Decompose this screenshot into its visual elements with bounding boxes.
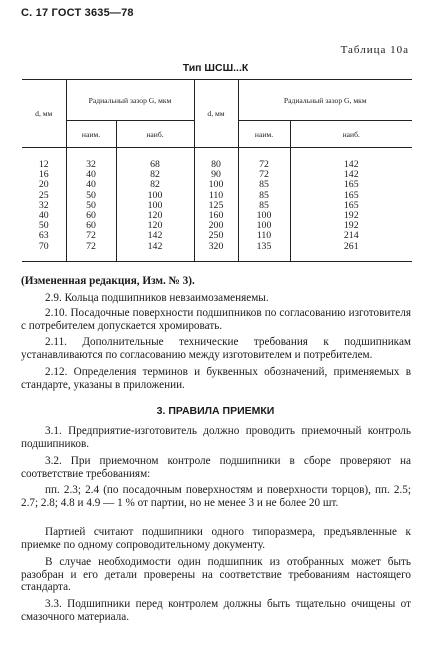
table-cell: 60 [66,211,116,221]
paragraph-disassembly: В случае необходимости один подшипник из отобранных может быть разобран и его детали проверены на соответствие требованиям настоящего стандарта. [21,556,411,594]
table-cell: 165 [290,191,412,201]
table-cell: 72 [238,148,290,171]
table-cell: 72 [66,231,116,241]
paragraph-3-2-items: пп. 2.3; 2.4 (по посадочным поверхностям и поверхности торцов), пп. 2.5; 2.7; 2.8; 4.8 и 4.9 — 1 % от партии, но не менее 3 и не более 20 шт. [21,484,411,509]
table-row [22,242,412,262]
paragraph-2-11: 2.11. Дополнительные технические требования к подшипникам устанавливаются по согласованию между изготовителем и потребителем. [21,336,411,361]
table-cell: 50 [66,191,116,201]
table-cell: 100 [116,191,194,201]
clearance-table [22,79,412,262]
paragraph-2-9: 2.9. Кольца подшипников невзаимозаменяемы. [45,292,269,304]
col-header-min-left: наим. [66,121,116,148]
table-cell: 60 [66,221,116,231]
col-group-clearance-left: Радиальный зазор G, мкм [66,80,194,121]
table-cell: 142 [116,231,194,241]
paragraph-3-2: 3.2. При приемочном контроле подшипники в сборе проверяют на соответствие требованиям: [21,455,411,480]
table-cell: 165 [290,201,412,211]
col-header-d: d, мм [22,80,66,148]
table-cell: 110 [194,191,238,201]
table-cell: 192 [290,221,412,231]
table-cell: 120 [116,221,194,231]
table-cell: 72 [238,170,290,180]
table-cell: 110 [238,231,290,241]
table-cell: 70 [22,242,66,262]
paragraph-3-3: 3.3. Подшипники перед контролем должны быть тщательно очищены от смазочного материала. [21,598,411,623]
table-cell: 250 [194,231,238,241]
table-cell: 40 [66,170,116,180]
table-cell: 50 [66,201,116,211]
table-cell: 165 [290,180,412,190]
table-cell: 100 [238,221,290,231]
table-cell: 142 [116,242,194,262]
table-cell: 72 [66,242,116,262]
table-cell: 25 [38,189,49,201]
col-header-min-right: наим. [238,121,290,148]
paragraph-party: Партией считают подшипники одного типоразмера, предъявленные к приемке по одному сопроводительному документу. [21,526,411,551]
table-cell: 82 [116,180,194,190]
table-cell: 68 [116,148,194,171]
col-group-clearance-right: Радиальный зазор G, мкм [238,80,412,121]
paragraph-3-1: 3.1. Предприятие-изготовитель должно проводить приемочный контроль подшипников. [21,425,411,450]
table-cell: 50 [38,220,49,232]
table-cell: 100 [194,180,238,190]
col-header-d-right: d, мм [194,80,238,148]
table-cell: 200 [194,221,238,231]
col-header-max-right: наиб. [290,121,412,148]
table-cell: 261 [290,242,412,262]
table-cell: 160 [194,211,238,221]
table-cell: 125 [194,201,238,211]
table-cell: 32 [66,148,116,171]
paragraph-2-12: 2.12. Определения терминов и буквенных обозначений, применяемых в стандарте, указаны в приложении. [21,366,411,391]
table-cell: 90 [194,170,238,180]
table-label: Таблица 10а [340,44,409,56]
section-3-title: 3. ПРАВИЛА ПРИЕМКИ [156,405,275,417]
table-cell: 32 [38,199,49,211]
table-cell: 40 [66,180,116,190]
page-header: С. 17 ГОСТ 3635—78 [21,7,134,19]
edit-note: (Измененная редакция, Изм. № 3). [21,275,195,287]
table-cell: 85 [238,191,290,201]
col-header-max-left: наиб. [116,121,194,148]
table-cell: 12 [22,148,66,171]
table-row [22,148,412,171]
table-cell: 100 [238,211,290,221]
table-cell: 142 [290,170,412,180]
table-cell: 40 [38,210,49,222]
table-cell: 100 [116,201,194,211]
table-cell: 82 [116,170,194,180]
table-cell: 16 [38,169,49,181]
table-cell: 320 [194,242,238,262]
table-cell: 120 [116,211,194,221]
table-cell: 192 [290,211,412,221]
table-cell: 63 [38,230,49,242]
table-cell: 85 [238,201,290,211]
paragraph-2-10: 2.10. Посадочные поверхности подшипников по согласованию изготовителя с потребителем допускается хромировать. [21,307,411,332]
table-cell: 85 [238,180,290,190]
table-cell: 135 [238,242,290,262]
table-cell: 142 [290,148,412,171]
table-cell: 214 [290,231,412,241]
table-cell: 20 [38,179,49,191]
table-cell: 80 [194,148,238,171]
table-type-title: Тип ШСШ...К [182,62,249,74]
